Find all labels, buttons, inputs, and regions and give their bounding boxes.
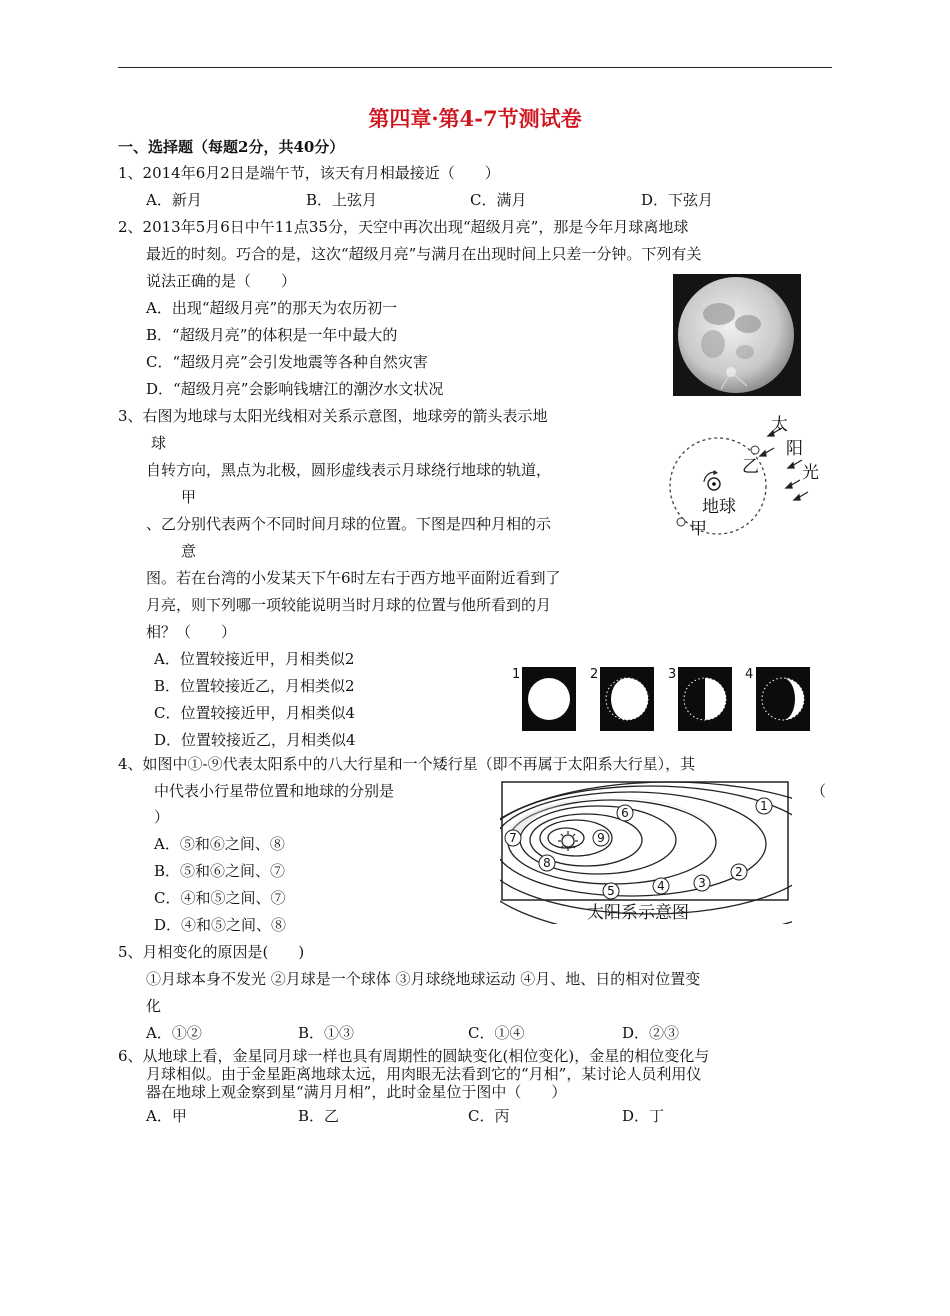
q5-line-2: 化 bbox=[146, 997, 162, 1015]
sun-icon bbox=[558, 831, 578, 851]
q5-option-a: A．①② bbox=[146, 1024, 202, 1042]
q3-line-1: 3、右图为地球与太阳光线相对关系示意图，地球旁的箭头表示地 bbox=[118, 407, 548, 425]
phase-number-4: 4 bbox=[745, 667, 754, 682]
planet-4 bbox=[653, 878, 669, 894]
q4-option-a: A．⑤和⑥之间、⑧ bbox=[154, 835, 285, 853]
q3-line-6: 意 bbox=[181, 542, 197, 560]
q3-option-d: D．位置较接近乙，月相类似4 bbox=[154, 731, 356, 749]
q3-line-4: 甲 bbox=[181, 488, 197, 506]
q3-line-3: 自转方向，黑点为北极，圆形虚线表示月球绕行地球的轨道， bbox=[146, 461, 552, 479]
svg-text:3: 3 bbox=[698, 876, 706, 890]
planet-5 bbox=[603, 883, 619, 899]
section-heading: 一、选择题（每题2分，共40分） bbox=[118, 138, 345, 156]
planet-1 bbox=[756, 798, 772, 814]
phase-number-2: 2 bbox=[590, 667, 599, 682]
q4-option-c: C．④和⑤之间、⑦ bbox=[154, 889, 286, 907]
q1-option-b: B．上弦月 bbox=[306, 191, 378, 209]
svg-text:2: 2 bbox=[735, 865, 743, 879]
phase-number-3: 3 bbox=[668, 667, 677, 682]
q3-option-b: B．位置较接近乙，月相类似2 bbox=[154, 677, 355, 695]
q6-line-2: 月球相似。由于金星距离地球太远，用肉眼无法看到它的“月相”，某讨论人员利用仪 bbox=[146, 1065, 702, 1083]
q1-option-d: D．下弦月 bbox=[641, 191, 714, 209]
q2-option-a: A．出现“超级月亮”的那天为农历初一 bbox=[146, 299, 398, 317]
moon-jia bbox=[677, 518, 685, 526]
q1-stem: 1、2014年6月2日是端午节，该天有月相最接近（ ） bbox=[118, 164, 500, 182]
page-title: 第四章·第4-7节测试卷 bbox=[368, 106, 582, 131]
header-rule bbox=[118, 67, 832, 68]
planet-3 bbox=[694, 875, 710, 891]
phase-2 bbox=[600, 667, 654, 731]
q2-option-b: B．“超级月亮”的体积是一年中最大的 bbox=[146, 326, 398, 344]
q3-line-5: 、乙分别代表两个不同时间月球的位置。下图是四种月相的示 bbox=[146, 515, 552, 533]
diagram-label-tai: 太 bbox=[771, 415, 788, 435]
q5-stem: 5、月相变化的原因是( ) bbox=[118, 943, 305, 961]
svg-text:7: 7 bbox=[509, 831, 517, 845]
q3-line-9: 相？（ ） bbox=[146, 623, 237, 641]
q3-option-c: C．位置较接近甲，月相类似4 bbox=[154, 704, 356, 722]
svg-text:9: 9 bbox=[597, 831, 605, 845]
q4-option-d: D．④和⑤之间、⑧ bbox=[154, 916, 287, 934]
planet-2 bbox=[731, 864, 747, 880]
q5-option-c: C．①④ bbox=[468, 1024, 525, 1042]
planet-6 bbox=[617, 805, 633, 821]
q4-line-1: 4、如图中①-⑨代表太阳系中的八大行星和一个矮行星（即不再属于太阳系大行星），其 bbox=[118, 755, 696, 773]
q6-option-a: A．甲 bbox=[146, 1107, 187, 1125]
q2-line-1: 2、2013年5月6日中午11点35分，天空中再次出现“超级月亮”，那是今年月球离地球 bbox=[118, 218, 689, 236]
q1-option-a: A．新月 bbox=[146, 191, 202, 209]
q4-option-b: B．⑤和⑥之间、⑦ bbox=[154, 862, 286, 880]
solar-system-diagram bbox=[500, 780, 792, 924]
q5-option-b: B．①③ bbox=[298, 1024, 355, 1042]
q5-line-1: ①月球本身不发光 ②月球是一个球体 ③月球绕地球运动 ④月、地、日的相对位置变 bbox=[146, 970, 701, 988]
diagram-label-jia: 甲 bbox=[690, 519, 707, 539]
phase-number-1: 1 bbox=[512, 667, 521, 682]
q6-line-1: 6、从地球上看，金星同月球一样也具有周期性的圆缺变化(相位变化)，金星的相位变化与 bbox=[118, 1047, 710, 1065]
planet-7 bbox=[505, 830, 521, 846]
planet-9 bbox=[593, 830, 609, 846]
diagram-label-yi: 乙 bbox=[742, 457, 759, 477]
diagram-label-yang: 阳 bbox=[786, 439, 803, 459]
q4-line-2: 中代表小行星带位置和地球的分别是 bbox=[154, 782, 395, 800]
svg-text:8: 8 bbox=[543, 856, 551, 870]
planet-8 bbox=[539, 855, 555, 871]
phase-1 bbox=[522, 667, 576, 731]
q3-line-8: 月亮，则下列哪一项较能说明当时月球的位置与他所看到的月 bbox=[146, 596, 552, 614]
moon-yi bbox=[751, 446, 759, 454]
diagram-label-earth: 地球 bbox=[702, 497, 736, 517]
q3-line-7: 图。若在台湾的小发某天下午6时左右于西方地平面附近看到了 bbox=[146, 569, 561, 587]
svg-text:1: 1 bbox=[760, 799, 768, 813]
svg-text:5: 5 bbox=[607, 884, 615, 898]
q4-paren-close: ） bbox=[154, 808, 170, 826]
earth-sunlight-diagram bbox=[660, 408, 830, 548]
q2-line-3: 说法正确的是（ ） bbox=[146, 272, 297, 290]
q6-option-d: D．丁 bbox=[622, 1107, 665, 1125]
q6-line-3: 器在地球上观金察到星“满月月相”，此时金星位于图中（ ） bbox=[146, 1083, 567, 1101]
phase-4 bbox=[756, 667, 810, 731]
q2-line-2: 最近的时刻。巧合的是，这次“超级月亮”与满月在出现时间上只差一分钟。下列有关 bbox=[146, 245, 702, 263]
svg-text:4: 4 bbox=[657, 879, 665, 893]
phase-3 bbox=[678, 667, 732, 731]
q2-option-c: C．“超级月亮”会引发地震等各种自然灾害 bbox=[146, 353, 428, 371]
diagram-label-guang: 光 bbox=[802, 463, 819, 483]
full-moon-photo bbox=[673, 274, 801, 396]
svg-text:6: 6 bbox=[621, 806, 629, 820]
solar-system-caption: 太阳系示意图 bbox=[587, 903, 689, 923]
q4-paren-open: （ bbox=[811, 782, 827, 800]
north-pole-dot bbox=[712, 482, 716, 486]
moon-phases-figure bbox=[508, 664, 812, 734]
q6-option-b: B．乙 bbox=[298, 1107, 340, 1125]
q6-option-c: C．丙 bbox=[468, 1107, 510, 1125]
q3-option-a: A．位置较接近甲，月相类似2 bbox=[154, 650, 355, 668]
q3-line-2: 球 bbox=[151, 434, 167, 452]
q5-option-d: D．②③ bbox=[622, 1024, 680, 1042]
q1-option-c: C．满月 bbox=[470, 191, 527, 209]
q2-option-d: D．“超级月亮”会影响钱塘江的潮汐水文状况 bbox=[146, 380, 444, 398]
